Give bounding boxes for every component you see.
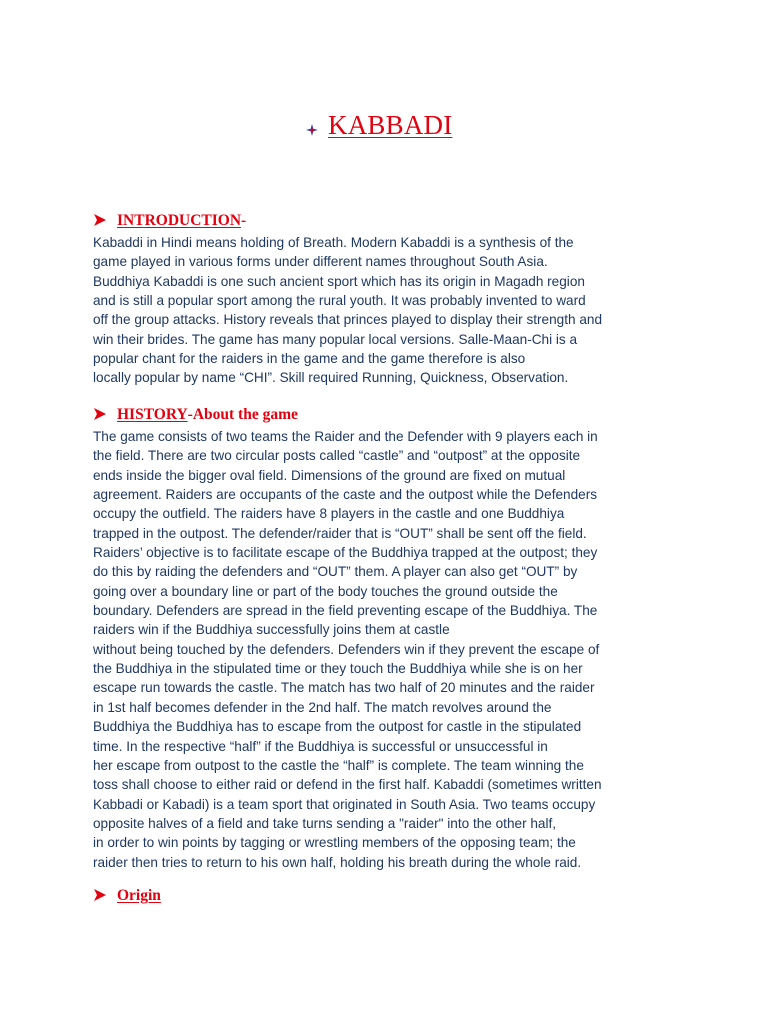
paragraph-line: Kabaddi in Hindi means holding of Breath. Modern Kabaddi is a synthesis of the [93,235,574,250]
four-point-star-icon [306,123,318,135]
paragraph-line: do this by raiding the defenders and “OUT” them. A player can also get “OUT” by [93,564,578,580]
paragraph-line: and is still a popular sport among the rural youth. It was probably invented to ward [93,293,586,309]
paragraph-line: the Buddhiya in the stipulated time or they touch the Buddhiya while she is on her [93,661,583,677]
paragraph-line: her escape from outpost to the castle the “half” is complete. The team winning the [93,757,584,773]
paragraph-line: in order to win points by tagging or wrestling members of the opposing team; the [93,835,576,851]
section-heading-history [94,406,298,424]
paragraph-line: escape run towards the castle. The match has two half of 20 minutes and the raider [93,680,595,696]
paragraph-line: agreement. Raiders are occupants of the caste and the outpost while the Defenders [93,487,598,503]
paragraph-line: off the group attacks. History reveals that princes played to display their strength and [93,312,603,328]
paragraph-line: ends inside the bigger oval field. Dimensions of the ground are fixed on mutual [93,467,566,483]
paragraph-line: Buddhiya Kabaddi is one such ancient sport which has its origin in Magadh region [93,273,585,289]
paragraph-line: locally popular by name “CHI”. Skill required Running, Quickness, Observation. [93,370,569,386]
paragraph-line: time. In the respective “half” if the Buddhiya is successful or unsuccessful in [93,738,548,754]
paragraph-line: raider then tries to return to his own half, holding his breath during the whole raid. [93,854,582,870]
paragraph-line: raiders win if the Buddhiya successfully joins them at castle [93,622,450,638]
paragraph-line: Buddhiya the Buddhiya has to escape from the outpost for castle in the stipulated [93,719,582,735]
paragraph-line: the field. There are two circular posts called “castle” and “outpost” at the opposite [93,448,581,464]
paragraph-line: game played in various forms under different names throughout South Asia. [93,254,548,270]
section-heading-suffix: -About the game [187,406,298,423]
section-body-history [93,427,602,872]
paragraph-line: The game consists of two teams the Raider and the Defender with 9 players each in [93,429,598,444]
paragraph-line: Raiders’ objective is to facilitate escape of the Buddhiya trapped at the outpost; they [93,545,598,561]
document-title-row [306,110,452,141]
arrowhead-svg [94,408,106,420]
section-body-introduction [93,233,602,388]
section-heading-label: INTRODUCTION [117,212,242,229]
arrowhead-svg [94,214,106,226]
paragraph-line: in 1st half becomes defender in the 2nd half. The match revolves around the [93,699,552,715]
four-point-star-svg [306,124,318,136]
section-heading-suffix: - [241,212,247,229]
paragraph-line: Kabbadi or Kabadi) is a team sport that originated in South Asia. Two teams occupy [93,796,596,812]
arrowhead-bullet-icon [94,889,108,903]
section-heading-label: HISTORY [117,406,188,423]
paragraph-line: going over a boundary line or part of the body touches the ground outside the [93,583,558,599]
paragraph-line: popular chant for the raiders in the game and the game therefore is also [93,351,526,367]
arrowhead-bullet-icon [94,214,108,228]
paragraph-line: without being touched by the defenders. Defenders win if they prevent the escape of [93,641,600,657]
arrowhead-svg [94,889,106,901]
section-heading-introduction [94,212,246,230]
section-heading-origin [94,887,161,905]
paragraph-line: opposite halves of a field and take turns sending a "raider" into the other half, [93,815,557,831]
document-title: KABBADI [328,110,453,140]
arrowhead-bullet-icon [94,408,108,422]
paragraph-line: toss shall choose to either raid or defend in the first half. Kabaddi (sometimes written [93,777,602,793]
section-heading-label: Origin [117,887,161,904]
paragraph-line: boundary. Defenders are spread in the field preventing escape of the Buddhiya. The [93,603,598,619]
paragraph-line: win their brides. The game has many popular local versions. Salle-Maan-Chi is a [93,331,578,347]
paragraph-line: trapped in the outpost. The defender/raider that is “OUT” shall be sent off the field. [93,525,587,541]
paragraph-line: occupy the outfield. The raiders have 8 players in the castle and one Buddhiya [93,506,565,522]
